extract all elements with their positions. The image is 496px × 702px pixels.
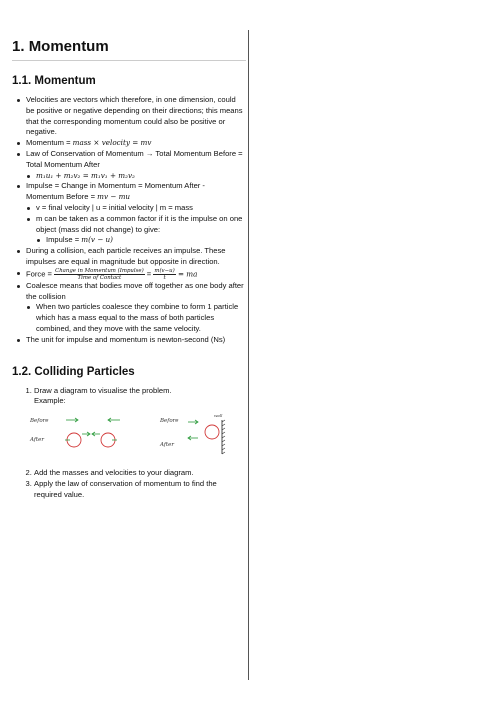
denominator: t bbox=[163, 274, 166, 281]
fraction bbox=[153, 268, 175, 281]
fraction bbox=[54, 268, 145, 281]
particle-c bbox=[205, 425, 219, 439]
label-after-left: After bbox=[30, 437, 45, 444]
sub-list bbox=[36, 235, 244, 246]
numerator: m(v−u) bbox=[154, 267, 175, 274]
list-item bbox=[36, 214, 244, 246]
text: Force = bbox=[26, 269, 55, 279]
formula: m(v − u) bbox=[81, 235, 113, 245]
steps-list-cont bbox=[12, 468, 244, 500]
list-item: The unit for impulse and momentum is newton-second (Ns) bbox=[26, 335, 244, 346]
list-item bbox=[26, 281, 244, 335]
list-item: When two particles coalesce they combine to form 1 particle which has a mass equal to the mass of both particles combined, and they move with the same velocity. bbox=[36, 302, 244, 334]
list-item bbox=[26, 268, 244, 281]
subsection-title: 1.2. Colliding Particles bbox=[12, 365, 135, 378]
list-item bbox=[46, 235, 244, 246]
label-wall: wall bbox=[214, 413, 223, 419]
label-before-right: Before bbox=[160, 418, 179, 425]
example-label: Example: bbox=[34, 396, 66, 406]
sub-list bbox=[26, 171, 244, 182]
column-divider bbox=[248, 30, 249, 680]
list-item: Velocities are vectors which therefore, in one dimension, could be positive or negative depending on their directions; this means that the corresponding momentum could also be positive or negative. bbox=[26, 95, 243, 137]
text: Law of Conservation of Momentum → Total Momentum Before = Total Momentum After bbox=[26, 148, 243, 169]
formula: m₁u₁ + m₂v₂ = m₁v₁ + m₂v₂ bbox=[36, 170, 135, 180]
formula: mass × velocity = mv bbox=[72, 138, 152, 148]
list-item bbox=[26, 181, 244, 246]
list-item: During a collision, each particle receives an impulse. These impulses are equal in magnitude but opposite in direction. bbox=[26, 246, 244, 268]
list-item bbox=[36, 171, 244, 182]
text: Impulse = bbox=[46, 235, 82, 245]
section-title-text: Momentum bbox=[28, 38, 109, 55]
collision-sketch bbox=[20, 412, 230, 458]
step bbox=[34, 386, 244, 408]
sub-list bbox=[26, 203, 244, 246]
formula: mv − mu bbox=[97, 192, 131, 202]
momentum-list bbox=[12, 95, 244, 346]
label-after-right: After bbox=[160, 442, 175, 449]
text: m can be taken as a common factor if it is the impulse on one object (mass did not change) to give: bbox=[36, 213, 243, 234]
left-column bbox=[12, 38, 244, 501]
subsection-title: 1.1. Momentum bbox=[12, 75, 96, 87]
step: 3. Apply the law of conservation of momentum to find the required value. bbox=[34, 479, 244, 501]
collision-diagram bbox=[20, 412, 230, 458]
section-number: 1. bbox=[12, 38, 25, 55]
text: Momentum = bbox=[26, 138, 73, 148]
title-rule bbox=[12, 60, 246, 61]
denominator: Time of Contact bbox=[77, 274, 122, 281]
list-item: v = final velocity | u = initial velocity | m = mass bbox=[36, 203, 244, 214]
section-title bbox=[12, 38, 244, 55]
text: Draw a diagram to visualise the problem. bbox=[34, 385, 172, 395]
sub-list bbox=[26, 302, 244, 334]
numerator: Change in Momentum (Impulse) bbox=[55, 267, 144, 274]
step: 2. Add the masses and velocities to your diagram. bbox=[34, 468, 244, 479]
text: Impulse = Change in Momentum = Momentum After - Momentum Before = bbox=[26, 181, 205, 202]
label-before-left: Before bbox=[30, 418, 49, 425]
steps-list bbox=[12, 386, 244, 408]
text: Coalesce means that bodies move off together as one body after the collision bbox=[26, 280, 244, 301]
list-item bbox=[26, 138, 244, 149]
formula: = ma bbox=[175, 269, 198, 279]
equals: = bbox=[144, 269, 154, 279]
list-item bbox=[26, 149, 244, 181]
